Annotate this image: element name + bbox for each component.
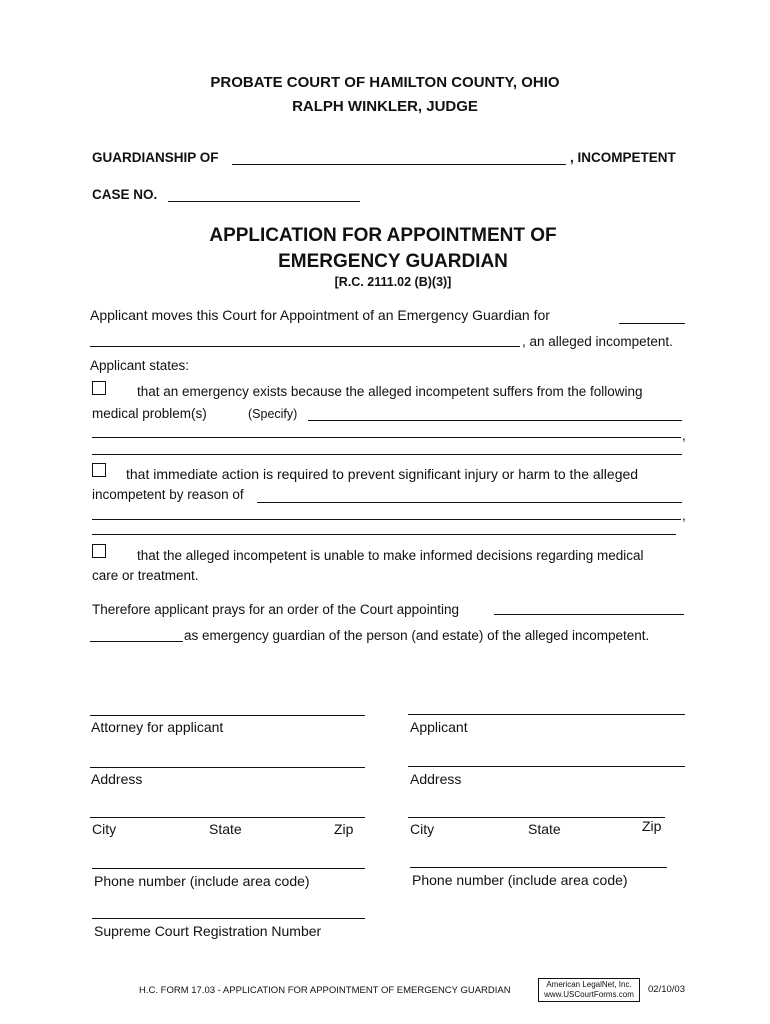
attorney-city-label: City: [92, 821, 117, 837]
attorney-address-label: Address: [91, 771, 143, 787]
applicant-label: Applicant: [410, 719, 468, 735]
applicant-zip-label: Zip: [642, 818, 662, 834]
emergency-medical-checkbox[interactable]: [92, 381, 106, 395]
informed-decisions-checkbox[interactable]: [92, 544, 106, 558]
applicant-address-line[interactable]: [408, 766, 685, 767]
case-no-field[interactable]: [168, 187, 360, 202]
injury-reason-field[interactable]: [257, 488, 682, 503]
attorney-label: Attorney for applicant: [91, 719, 224, 735]
option2-text-line1: that immediate action is required to prevent significant injury or harm to the alleged: [126, 466, 639, 482]
guardian-name-field[interactable]: [494, 600, 684, 615]
option2-divider: [92, 534, 676, 535]
judge-name: RALPH WINKLER, JUDGE: [292, 98, 478, 115]
form-title-line1: APPLICATION FOR APPOINTMENT OF: [209, 225, 557, 246]
alleged-incompetent-text: , an alleged incompetent.: [522, 334, 673, 349]
applicant-signature-line[interactable]: [408, 714, 685, 715]
applicant-address-label: Address: [410, 771, 462, 787]
attorney-zip-label: Zip: [334, 821, 354, 837]
applicant-phone-label: Phone number (include area code): [412, 872, 628, 888]
prays-text: Therefore applicant prays for an order of the Court appointing: [92, 602, 459, 617]
form-title-line2: EMERGENCY GUARDIAN: [278, 251, 508, 272]
medical-problem-field[interactable]: [308, 406, 682, 421]
option3-text-line1: that the alleged incompetent is unable to make informed decisions regarding medical: [137, 548, 644, 563]
attorney-city-line[interactable]: [90, 817, 365, 818]
attorney-address-line[interactable]: [90, 767, 365, 768]
option1-divider: [92, 454, 682, 455]
moves-text: Applicant moves this Court for Appointment of an Emergency Guardian for: [90, 307, 550, 323]
specify-label: (Specify): [248, 407, 298, 421]
legalnet-stamp: [538, 978, 640, 1002]
form-date: 02/10/03: [648, 984, 685, 995]
statute-reference: [R.C. 2111.02 (B)(3)]: [334, 275, 452, 289]
option3-text-line2: care or treatment.: [92, 568, 199, 583]
applicant-city-label: City: [410, 821, 435, 837]
as-guardian-text: as emergency guardian of the person (and estate) of the alleged incompetent.: [184, 628, 650, 643]
guardianship-name-field[interactable]: [232, 150, 566, 165]
option1-text-line2: medical problem(s): [92, 406, 207, 421]
attorney-state-label: State: [209, 821, 242, 837]
ward-name-field[interactable]: [619, 309, 685, 324]
ward-name-field-continued[interactable]: [90, 332, 520, 347]
form-footer-name: H.C. FORM 17.03 - APPLICATION FOR APPOINTMENT OF EMERGENCY GUARDIAN: [139, 985, 511, 996]
registration-number-label: Supreme Court Registration Number: [94, 923, 322, 939]
attorney-phone-line[interactable]: [92, 868, 365, 869]
prevent-injury-checkbox[interactable]: [92, 463, 106, 477]
registration-number-line[interactable]: [92, 918, 365, 919]
applicant-states-label: Applicant states:: [90, 358, 190, 373]
case-no-label: CASE NO.: [92, 187, 158, 202]
stamp-line2: www.USCourtForms.com: [544, 990, 634, 999]
stamp-line1: American LegalNet, Inc.: [546, 980, 632, 989]
applicant-city-line[interactable]: [408, 817, 665, 818]
incompetent-label: , INCOMPETENT: [570, 150, 676, 165]
comma-1: ,: [682, 428, 686, 443]
comma-2: ,: [682, 508, 686, 523]
applicant-state-label: State: [528, 821, 561, 837]
medical-problem-field-2[interactable]: [92, 423, 681, 438]
option2-text-line2: incompetent by reason of: [92, 487, 244, 502]
injury-reason-field-2[interactable]: [92, 505, 681, 520]
court-name: PROBATE COURT OF HAMILTON COUNTY, OHIO: [210, 74, 560, 91]
guardianship-label: GUARDIANSHIP OF: [92, 150, 219, 165]
guardian-name-field-continued[interactable]: [90, 627, 183, 642]
option1-text-line1: that an emergency exists because the alleged incompetent suffers from the following: [137, 384, 643, 399]
attorney-phone-label: Phone number (include area code): [94, 873, 310, 889]
applicant-phone-line[interactable]: [410, 867, 667, 868]
attorney-signature-line[interactable]: [90, 715, 365, 716]
